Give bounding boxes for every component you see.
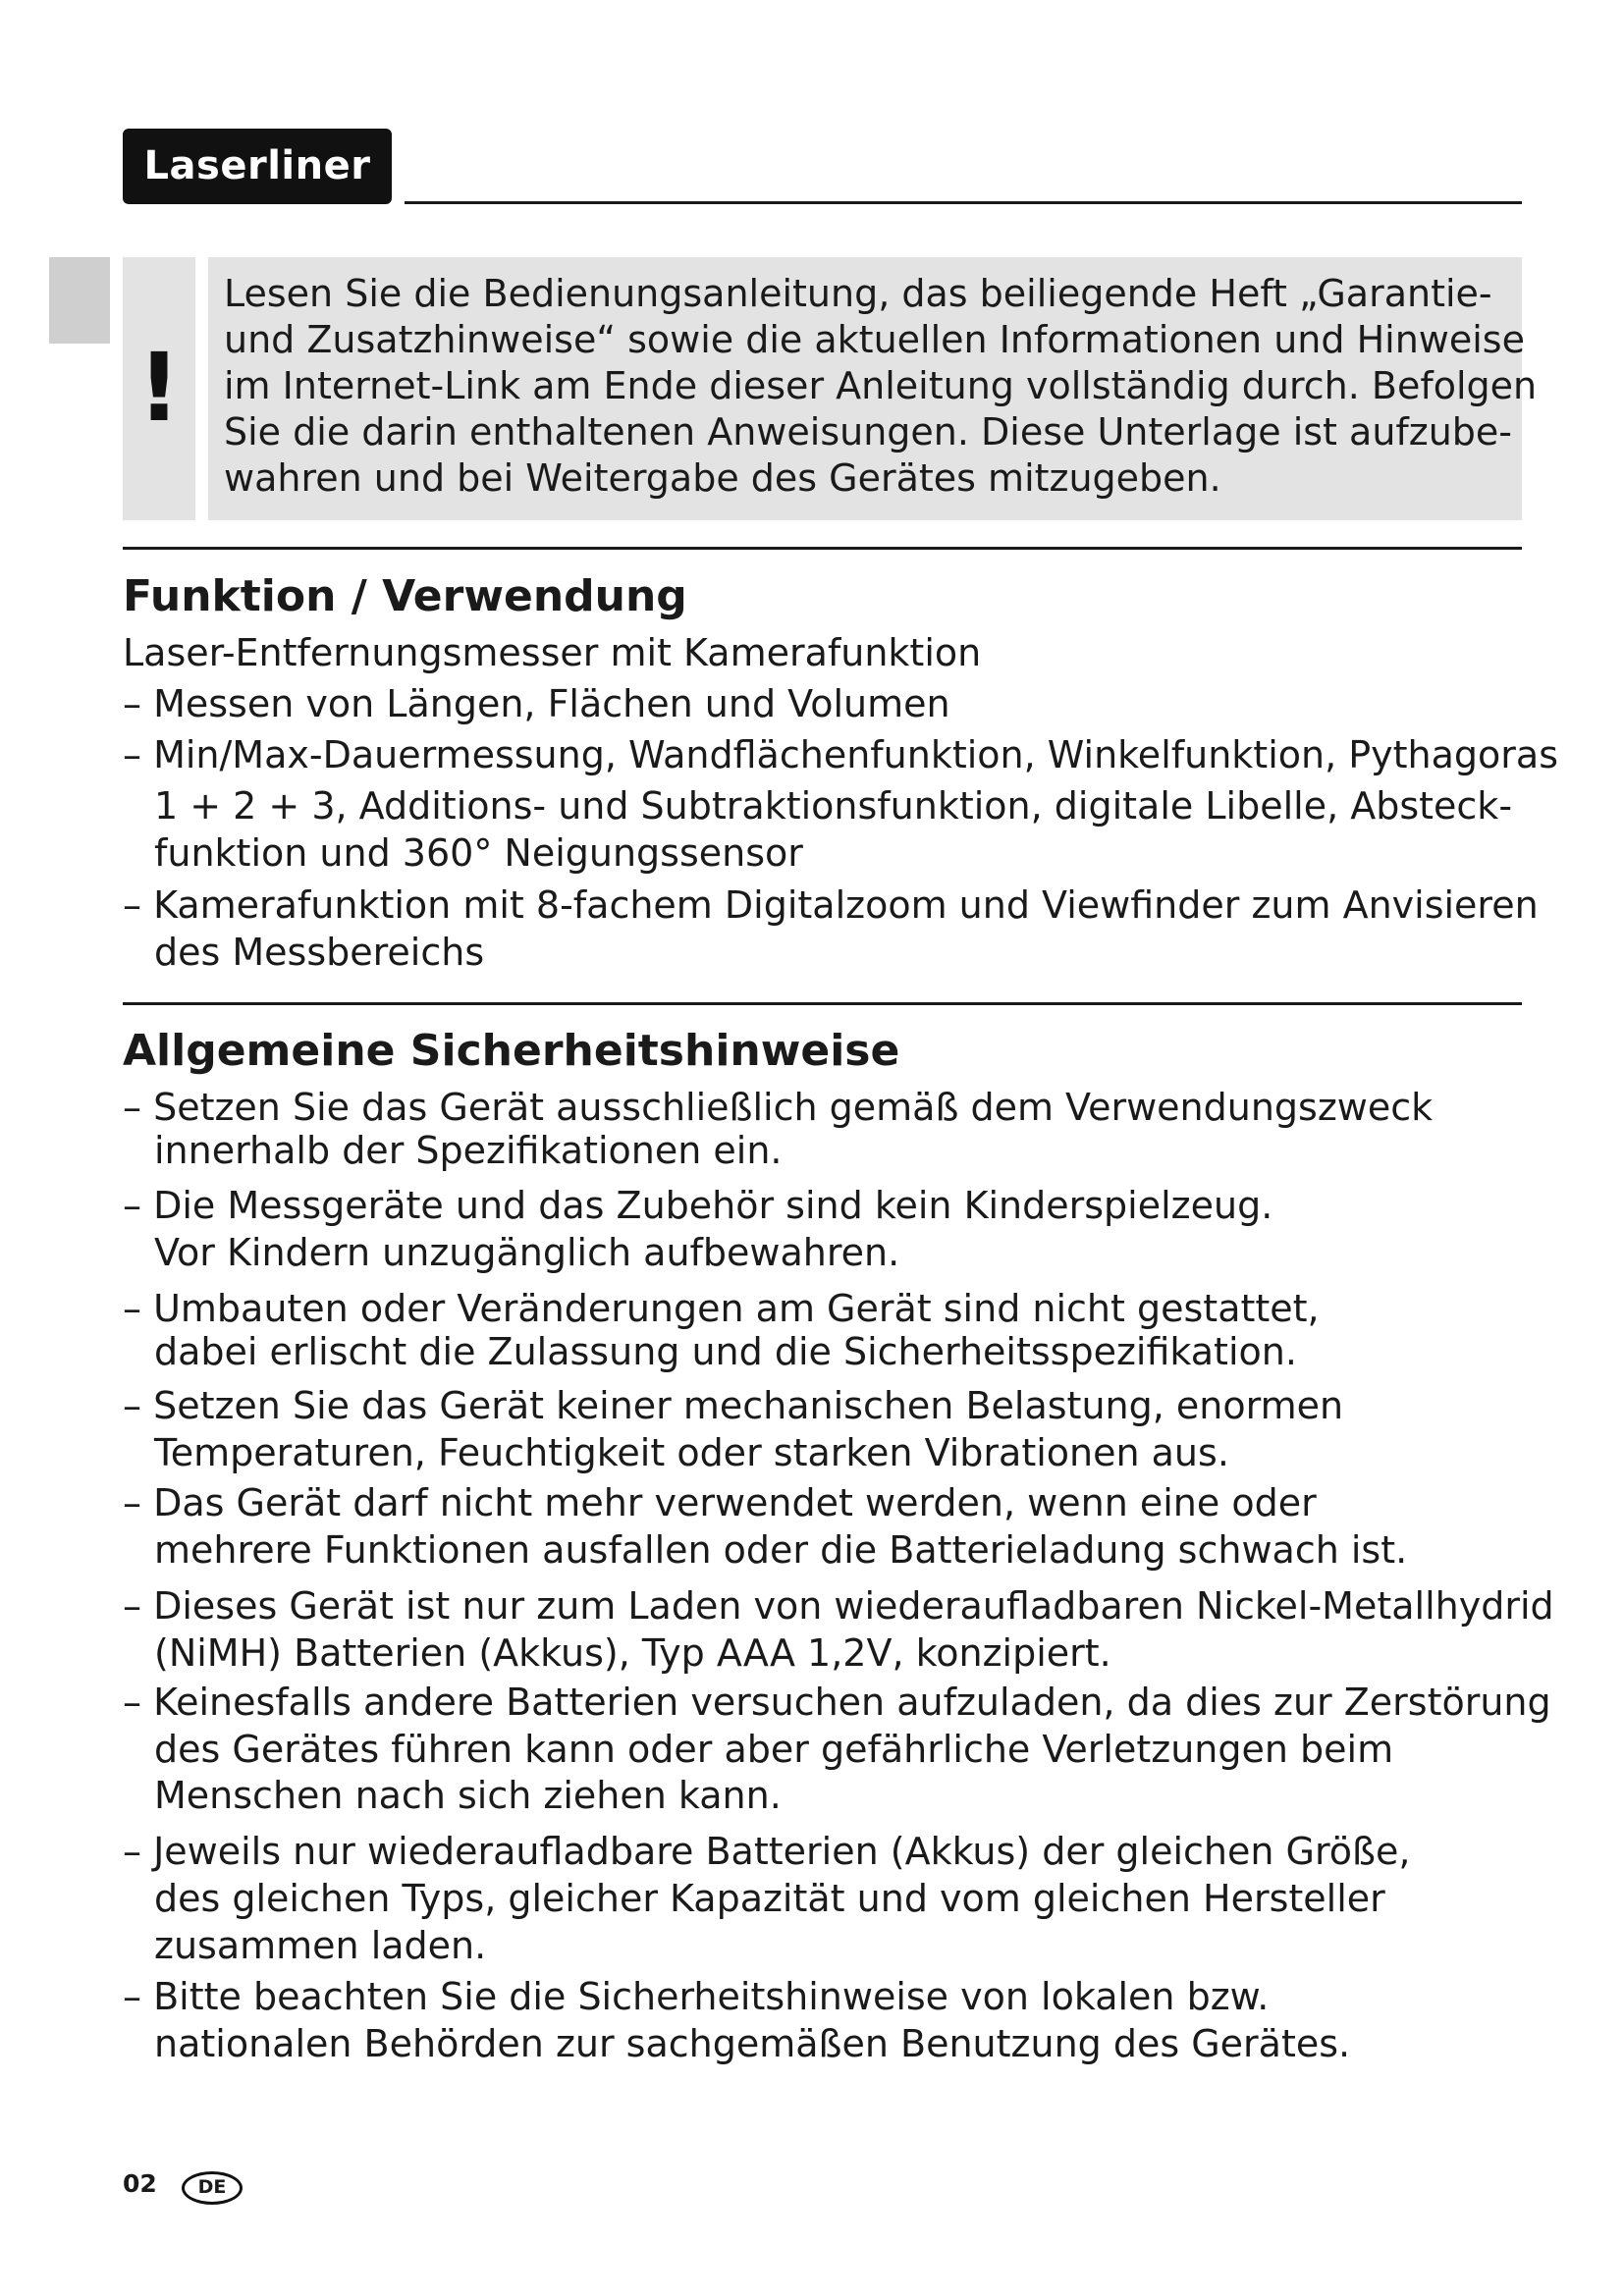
notice-line: im Internet-Link am Ende dieser Anleitung vollständig durch. Befolgen <box>224 364 1538 407</box>
safety-line: mehrere Funktionen ausfallen oder die Batterieladung schwach ist. <box>154 1528 1408 1572</box>
function-line: – Kamerafunktion mit 8-fachem Digitalzoom und Viewfinder zum Anvisieren <box>123 883 1539 927</box>
language-badge: DE <box>182 2171 243 2205</box>
page-number: 02 <box>123 2169 157 2198</box>
section-divider <box>123 547 1522 550</box>
function-line: Laser-Entfernungsmesser mit Kamerafunktion <box>123 631 982 674</box>
notice-line: und Zusatzhinweise“ sowie die aktuellen Informationen und Hinweise <box>224 318 1525 361</box>
function-section-title: Funktion / Verwendung <box>123 571 687 621</box>
safety-line: – Jeweils nur wiederaufladbare Batterien (Akkus) der gleichen Größe, <box>123 1830 1411 1873</box>
header-rule <box>405 201 1522 204</box>
function-line: – Min/Max-Dauermessung, Wandflächenfunktion, Winkelfunktion, Pythagoras <box>123 733 1558 776</box>
safety-line: nationalen Behörden zur sachgemäßen Benutzung des Gerätes. <box>154 2022 1351 2065</box>
safety-line: – Keinesfalls andere Batterien versuchen aufzuladen, da dies zur Zerstörung <box>123 1681 1551 1724</box>
safety-line: Menschen nach sich ziehen kann. <box>154 1774 782 1817</box>
safety-line: des gleichen Typs, gleicher Kapazität und vom gleichen Hersteller <box>154 1877 1385 1920</box>
notice-line: Sie die darin enthaltenen Anweisungen. Diese Unterlage ist aufzube- <box>224 410 1513 454</box>
safety-line: – Setzen Sie das Gerät keiner mechanischen Belastung, enormen <box>123 1384 1344 1427</box>
notice-line: wahren und bei Weitergabe des Gerätes mitzugeben. <box>224 456 1221 500</box>
notice-box <box>208 257 1538 520</box>
safety-section-title: Allgemeine Sicherheitshinweise <box>123 1026 900 1076</box>
safety-line: (NiMH) Batterien (Akkus), Typ AAA 1,2V, konzipiert. <box>154 1631 1111 1675</box>
safety-line: innerhalb der Spezifikationen ein. <box>154 1129 783 1172</box>
safety-line: – Bitte beachten Sie die Sicherheitshinweise von lokalen bzw. <box>123 1975 1270 2018</box>
function-line: funktion und 360° Neigungssensor <box>154 831 803 875</box>
safety-line: – Setzen Sie das Gerät ausschließlich gemäß dem Verwendungszweck <box>123 1086 1434 1129</box>
safety-line: des Gerätes führen kann oder aber gefährliche Verletzungen beim <box>154 1728 1394 1771</box>
safety-line: – Das Gerät darf nicht mehr verwendet werden, wenn eine oder <box>123 1481 1317 1524</box>
safety-line: – Die Messgeräte und das Zubehör sind kein Kinderspielzeug. <box>123 1184 1273 1227</box>
function-line: des Messbereichs <box>154 931 485 974</box>
safety-line: zusammen laden. <box>154 1924 487 1967</box>
safety-line: Temperaturen, Feuchtigkeit oder starken Vibrationen aus. <box>154 1431 1229 1474</box>
safety-line: Vor Kindern unzugänglich aufbewahren. <box>154 1231 900 1274</box>
function-line: – Messen von Längen, Flächen und Volumen <box>123 682 950 725</box>
page-edge-tab <box>49 257 110 344</box>
safety-line: – Dieses Gerät ist nur zum Laden von wiederaufladbaren Nickel-Metallhydrid <box>123 1584 1554 1628</box>
function-line: 1 + 2 + 3, Additions- und Subtraktionsfunktion, digitale Libelle, Absteck- <box>154 784 1513 828</box>
safety-line: dabei erlischt die Zulassung und die Sicherheitsspezifikation. <box>154 1330 1297 1373</box>
section-divider <box>123 1002 1522 1005</box>
notice-line: Lesen Sie die Bedienungsanleitung, das beiliegende Heft „Garantie- <box>224 272 1492 315</box>
exclamation-icon: ! <box>137 333 181 443</box>
safety-line: – Umbauten oder Veränderungen am Gerät sind nicht gestattet, <box>123 1287 1320 1330</box>
laserliner-logo: Laserliner <box>123 129 392 204</box>
